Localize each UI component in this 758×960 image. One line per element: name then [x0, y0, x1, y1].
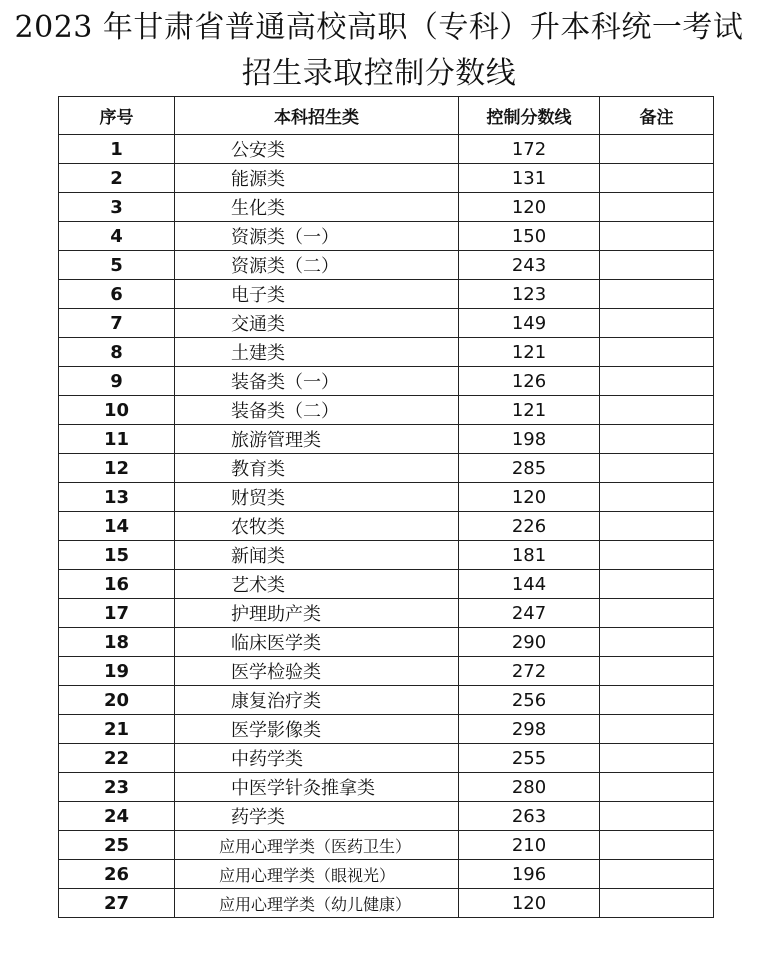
- table-row: [59, 280, 714, 309]
- row-remark: [600, 831, 714, 860]
- row-category: 资源类（一）: [175, 222, 459, 251]
- row-score: 298: [459, 715, 600, 744]
- table-row: [59, 454, 714, 483]
- row-index: 21: [59, 715, 175, 744]
- row-remark: [600, 773, 714, 802]
- row-remark: [600, 193, 714, 222]
- row-score: 243: [459, 251, 600, 280]
- row-score: 120: [459, 483, 600, 512]
- row-remark: [600, 338, 714, 367]
- table-row: [59, 425, 714, 454]
- row-category: 医学检验类: [175, 657, 459, 686]
- row-index: 9: [59, 367, 175, 396]
- row-remark: [600, 135, 714, 164]
- row-remark: [600, 396, 714, 425]
- header-category: 本科招生类: [175, 97, 459, 135]
- row-category: 护理助产类: [175, 599, 459, 628]
- row-category: 旅游管理类: [175, 425, 459, 454]
- table-row: [59, 599, 714, 628]
- row-index: 19: [59, 657, 175, 686]
- row-index: 16: [59, 570, 175, 599]
- table-row: [59, 773, 714, 802]
- row-remark: [600, 251, 714, 280]
- row-index: 4: [59, 222, 175, 251]
- row-category: 土建类: [175, 338, 459, 367]
- row-remark: [600, 889, 714, 918]
- row-category: 中药学类: [175, 744, 459, 773]
- row-category: 中医学针灸推拿类: [175, 773, 459, 802]
- row-remark: [600, 802, 714, 831]
- row-score: 255: [459, 744, 600, 773]
- table-row: [59, 396, 714, 425]
- row-index: 10: [59, 396, 175, 425]
- row-remark: [600, 541, 714, 570]
- row-remark: [600, 222, 714, 251]
- row-score: 263: [459, 802, 600, 831]
- row-index: 26: [59, 860, 175, 889]
- header-index: 序号: [59, 97, 175, 135]
- row-category: 交通类: [175, 309, 459, 338]
- row-score: 256: [459, 686, 600, 715]
- row-remark: [600, 512, 714, 541]
- row-index: 8: [59, 338, 175, 367]
- row-score: 149: [459, 309, 600, 338]
- table-row: [59, 657, 714, 686]
- row-remark: [600, 599, 714, 628]
- row-remark: [600, 164, 714, 193]
- row-index: 20: [59, 686, 175, 715]
- table-row: [59, 686, 714, 715]
- row-score: 131: [459, 164, 600, 193]
- table-row: [59, 193, 714, 222]
- score-table: [58, 96, 714, 918]
- row-index: 23: [59, 773, 175, 802]
- row-score: 121: [459, 338, 600, 367]
- row-category: 医学影像类: [175, 715, 459, 744]
- row-category: 装备类（一）: [175, 367, 459, 396]
- row-remark: [600, 280, 714, 309]
- table-header-row: [59, 97, 714, 135]
- row-index: 6: [59, 280, 175, 309]
- table-row: [59, 164, 714, 193]
- table-body: [59, 135, 714, 918]
- row-score: 121: [459, 396, 600, 425]
- table-row: [59, 570, 714, 599]
- row-remark: [600, 657, 714, 686]
- row-score: 280: [459, 773, 600, 802]
- row-index: 7: [59, 309, 175, 338]
- row-remark: [600, 715, 714, 744]
- row-score: 120: [459, 889, 600, 918]
- table-row: [59, 483, 714, 512]
- table-row: [59, 860, 714, 889]
- table-row: [59, 541, 714, 570]
- row-index: 15: [59, 541, 175, 570]
- row-score: 196: [459, 860, 600, 889]
- row-score: 272: [459, 657, 600, 686]
- row-index: 24: [59, 802, 175, 831]
- table-row: [59, 512, 714, 541]
- row-category: 药学类: [175, 802, 459, 831]
- row-score: 198: [459, 425, 600, 454]
- row-index: 18: [59, 628, 175, 657]
- row-index: 1: [59, 135, 175, 164]
- row-score: 181: [459, 541, 600, 570]
- row-score: 210: [459, 831, 600, 860]
- row-score: 120: [459, 193, 600, 222]
- row-remark: [600, 570, 714, 599]
- row-category: 应用心理学类（医药卫生）: [175, 831, 459, 860]
- row-index: 14: [59, 512, 175, 541]
- row-category: 康复治疗类: [175, 686, 459, 715]
- table-row: [59, 628, 714, 657]
- row-score: 126: [459, 367, 600, 396]
- row-score: 144: [459, 570, 600, 599]
- table-row: [59, 338, 714, 367]
- row-index: 11: [59, 425, 175, 454]
- document-title-line2: 招生录取控制分数线: [241, 56, 517, 91]
- row-category: 教育类: [175, 454, 459, 483]
- row-remark: [600, 367, 714, 396]
- row-index: 2: [59, 164, 175, 193]
- row-remark: [600, 309, 714, 338]
- table-row: [59, 831, 714, 860]
- row-category: 应用心理学类（眼视光）: [175, 860, 459, 889]
- row-index: 22: [59, 744, 175, 773]
- row-remark: [600, 628, 714, 657]
- row-score: 172: [459, 135, 600, 164]
- table-row: [59, 222, 714, 251]
- row-index: 25: [59, 831, 175, 860]
- row-score: 150: [459, 222, 600, 251]
- table-row: [59, 367, 714, 396]
- row-category: 能源类: [175, 164, 459, 193]
- row-index: 17: [59, 599, 175, 628]
- row-remark: [600, 686, 714, 715]
- row-score: 226: [459, 512, 600, 541]
- row-remark: [600, 860, 714, 889]
- table-row: [59, 744, 714, 773]
- table-row: [59, 135, 714, 164]
- row-category: 艺术类: [175, 570, 459, 599]
- header-score: 控制分数线: [459, 97, 600, 135]
- row-index: 13: [59, 483, 175, 512]
- row-category: 临床医学类: [175, 628, 459, 657]
- row-category: 电子类: [175, 280, 459, 309]
- row-index: 5: [59, 251, 175, 280]
- row-category: 装备类（二）: [175, 396, 459, 425]
- row-remark: [600, 744, 714, 773]
- row-score: 285: [459, 454, 600, 483]
- header-remark: 备注: [600, 97, 714, 135]
- table-row: [59, 889, 714, 918]
- row-remark: [600, 454, 714, 483]
- table-row: [59, 715, 714, 744]
- row-index: 12: [59, 454, 175, 483]
- row-category: 生化类: [175, 193, 459, 222]
- row-category: 应用心理学类（幼儿健康）: [175, 889, 459, 918]
- row-remark: [600, 425, 714, 454]
- row-index: 27: [59, 889, 175, 918]
- table-row: [59, 309, 714, 338]
- row-score: 247: [459, 599, 600, 628]
- row-category: 农牧类: [175, 512, 459, 541]
- row-category: 新闻类: [175, 541, 459, 570]
- table-row: [59, 802, 714, 831]
- row-category: 公安类: [175, 135, 459, 164]
- row-category: 财贸类: [175, 483, 459, 512]
- row-score: 290: [459, 628, 600, 657]
- row-category: 资源类（二）: [175, 251, 459, 280]
- row-remark: [600, 483, 714, 512]
- table-row: [59, 251, 714, 280]
- row-score: 123: [459, 280, 600, 309]
- document-title-line1: 2023 年甘肃省普通高校高职（专科）升本科统一考试: [14, 10, 744, 45]
- row-index: 3: [59, 193, 175, 222]
